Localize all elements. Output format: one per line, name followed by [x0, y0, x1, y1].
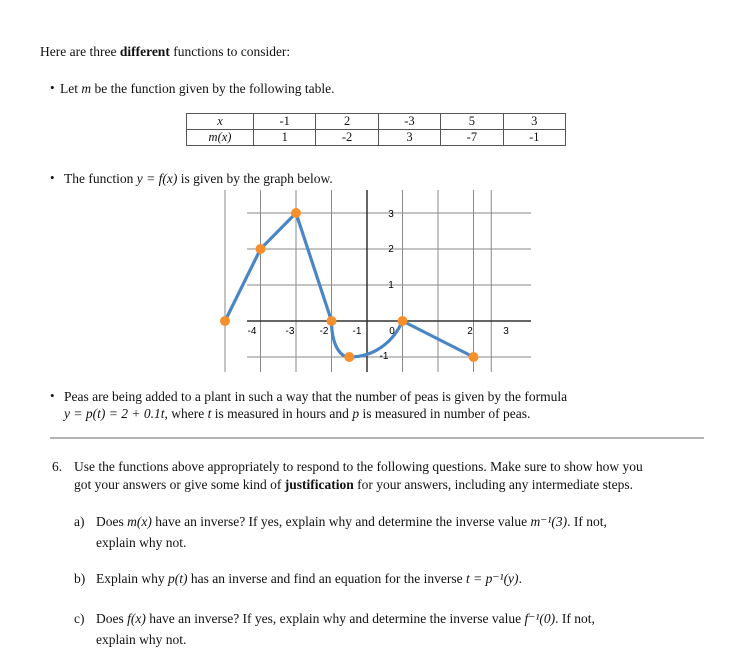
part-a-label: a)	[74, 514, 85, 529]
part-c-label: c)	[74, 611, 85, 626]
data-point	[327, 316, 337, 326]
part-b-line1	[96, 571, 522, 587]
part-a-text-b: have an inverse? If yes, explain why and determine the inverse value	[151, 514, 531, 529]
section-divider	[50, 437, 704, 439]
bullet-dot: •	[50, 80, 55, 95]
y-tick-label: -1	[379, 351, 389, 362]
table-cell-x: 3	[503, 114, 565, 130]
table-cell-x: -3	[378, 114, 440, 130]
question-line2-a: got your answers or give some kind of	[74, 477, 285, 492]
part-c-line2: explain why not.	[96, 632, 187, 647]
data-point	[220, 316, 230, 326]
part-b-text-b: has an inverse and find an equation for the inverse	[187, 571, 467, 586]
x-tick-label: -2	[319, 326, 329, 337]
intro-bold: different	[119, 44, 170, 59]
part-a-line1	[96, 514, 607, 530]
part-a-text-a: Does	[96, 514, 128, 529]
var-p: p	[352, 406, 360, 421]
bullet-p-c: is measured in number of peas.	[359, 406, 531, 421]
table-cell-mx: 3	[378, 130, 440, 146]
part-c-line1	[96, 611, 595, 627]
bullet-f-b: is given by the graph below.	[177, 171, 333, 186]
y-tick-label: 3	[388, 209, 394, 220]
x-tick-label: -4	[247, 326, 257, 337]
bullet-dot: •	[50, 170, 55, 185]
data-point	[256, 244, 266, 254]
part-a-line2: explain why not.	[96, 535, 187, 550]
part-c-inv: f⁻¹(0)	[524, 611, 556, 626]
part-b-text-c: .	[518, 571, 522, 586]
table-cell-mx: 1	[254, 130, 316, 146]
part-b-func: p(t)	[168, 571, 188, 586]
part-b-inv: t = p⁻¹(y)	[466, 571, 519, 586]
part-a-inv: m⁻¹(3)	[530, 514, 568, 529]
bullet-p-b: is measured in hours and	[211, 406, 353, 421]
graph-grid	[225, 190, 531, 372]
x-tick-label: 2	[467, 326, 473, 337]
formula-f: y = f(x)	[136, 171, 178, 186]
part-c-func: f(x)	[127, 611, 146, 626]
table-cell-mx: -7	[441, 130, 503, 146]
part-c-text-b: have an inverse? If yes, explain why and determine the inverse value	[145, 611, 525, 626]
question-line1: Use the functions above appropriately to respond to the following questions. Make sure to show how you	[74, 459, 643, 474]
bullet-p-line2	[64, 406, 530, 422]
part-a-func: m(x)	[127, 514, 152, 529]
var-t: t	[207, 406, 212, 421]
table-header-mx: m(x)	[187, 130, 254, 146]
part-c-text-a: Does	[96, 611, 128, 626]
question-line2-b: for your answers, including any intermediate steps.	[353, 477, 634, 492]
question-number: 6.	[52, 459, 63, 474]
x-tick-label: 3	[503, 326, 509, 337]
table-cell-x: -1	[254, 114, 316, 130]
x-tick-label: -3	[285, 326, 295, 337]
bullet-f-a: The function	[64, 171, 137, 186]
bullet-m-b: be the function given by the following table.	[91, 81, 335, 96]
part-c-text-c: . If not,	[555, 611, 595, 626]
part-b-label: b)	[74, 571, 86, 586]
intro-suffix: functions to consider:	[169, 44, 291, 59]
bullet-dot: •	[50, 388, 55, 403]
y-tick-label: 2	[388, 244, 394, 255]
bullet-p-a: , where	[164, 406, 208, 421]
data-point	[398, 316, 408, 326]
formula-p: y = p(t) = 2 + 0.1t	[64, 406, 165, 421]
table-cell-x: 2	[316, 114, 378, 130]
bullet-p-line1: Peas are being added to a plant in such a way that the number of peas is given by the formula	[64, 389, 568, 404]
intro-prefix: Here are three	[40, 44, 120, 59]
data-point	[469, 352, 479, 362]
data-point	[344, 352, 354, 362]
y-tick-label: 1	[388, 280, 394, 291]
question-line2-bold: justification	[284, 477, 354, 492]
x-tick-label: 0	[389, 326, 395, 337]
part-a-text-c: . If not,	[567, 514, 607, 529]
x-tick-label: -1	[352, 326, 362, 337]
table-header-x: x	[187, 114, 254, 130]
bullet-m-a: Let	[60, 81, 82, 96]
table-cell-mx: -1	[503, 130, 565, 146]
part-b-text-a: Explain why	[96, 571, 168, 586]
table-cell-x: 5	[441, 114, 503, 130]
var-m: m	[81, 81, 92, 96]
data-point	[291, 208, 301, 218]
table-cell-mx: -2	[316, 130, 378, 146]
question-line2	[74, 477, 633, 493]
